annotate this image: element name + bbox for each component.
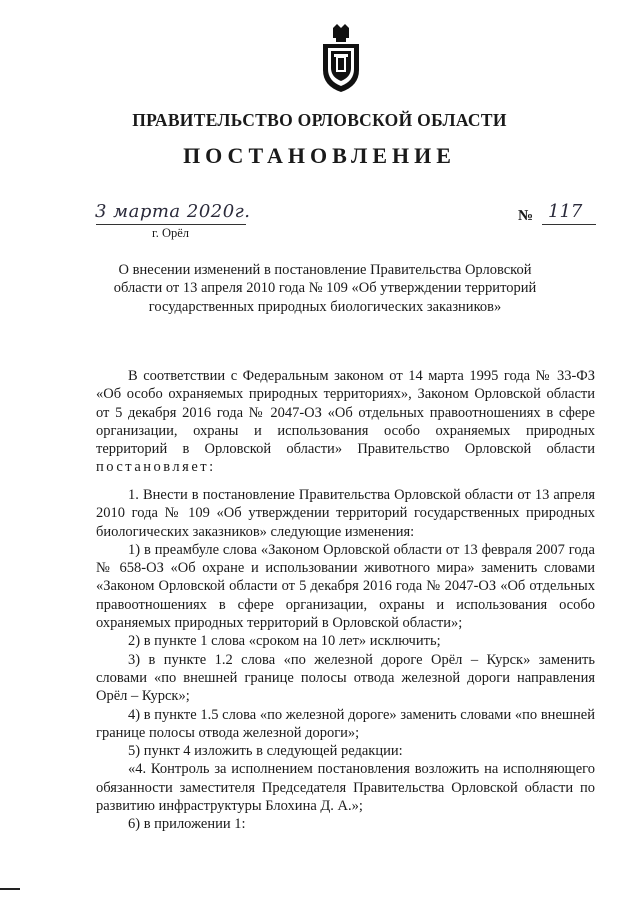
- legal-basis-paragraph: [96, 367, 595, 477]
- list-item: «4. Контроль за исполнением постановления возложить на исполняющего обязанности заместителя Председателя Правительства Орловской области по развитию инфраструктуры Блохина Д. А.»;: [96, 761, 595, 815]
- coat-of-arms-icon: [319, 24, 363, 94]
- handwritten-date: 3 марта 2020г.: [95, 201, 251, 222]
- handwritten-number: 117: [548, 201, 583, 222]
- date-underline: [96, 224, 246, 225]
- number-label: №: [518, 208, 534, 224]
- amendment-items: [96, 486, 595, 834]
- list-item: 4) в пункте 1.5 слова «по железной дороге» заменить словами «по внешней границе полосы отвода железной дороги»;: [96, 706, 595, 741]
- legal-basis-text: В соответствии с Федеральным законом от 14 марта 1995 года № 33-ФЗ «Об особо охраняемых природных территориях», Законом Орловской области от 5 декабря 2016 года № 2047-ОЗ «Об отдельных правоотношениях в сфере организации, охраны и использования особо охраняемых природных территорий в Орловской области» Правительство Орловской области: [96, 368, 595, 458]
- government-title: ПРАВИТЕЛЬСТВО ОРЛОВСКОЙ ОБЛАСТИ: [132, 110, 507, 130]
- list-item: 3) в пункте 1.2 слова «по железной дороге Орёл – Курск» заменить словами «по внешней границе полосы отвода железной дороги направления Орёл – Курск»;: [96, 651, 595, 705]
- list-item: 1) в преамбуле слова «Законом Орловской области от 13 февраля 2007 года № 658-ОЗ «Об охране и использовании животного мира» заменить словами «Законом Орловской области от 5 декабря 2016 года № 2047-ОЗ «Об отдельных правоотношениях в сфере организации, охраны и использования особо охраняемых природных территорий в Орловской области»;: [96, 541, 595, 632]
- list-item: 5) пункт 4 изложить в следующей редакции:: [128, 743, 403, 760]
- number-underline: [542, 224, 596, 225]
- document-type-title: ПОСТАНОВЛЕНИЕ: [183, 143, 456, 168]
- list-item: 1. Внести в постановление Правительства Орловской области от 13 апреля 2010 года № 109 «Об утверждении территорий государственных природных биологических заказников» следующие изменения:: [96, 487, 595, 540]
- list-item: 6) в приложении 1:: [128, 816, 246, 833]
- scan-edge-mark: [0, 888, 20, 890]
- document-subject: О внесении изменений в постановление Правительства Орловской области от 13 апреля 2010 года № 109 «Об утверждении территорий государственных природных биологических заказников»: [113, 262, 537, 315]
- city-label: г. Орёл: [152, 226, 190, 240]
- list-item: 2) в пункте 1 слова «сроком на 10 лет» исключить;: [128, 633, 441, 650]
- decision-word: постановляет:: [96, 459, 216, 476]
